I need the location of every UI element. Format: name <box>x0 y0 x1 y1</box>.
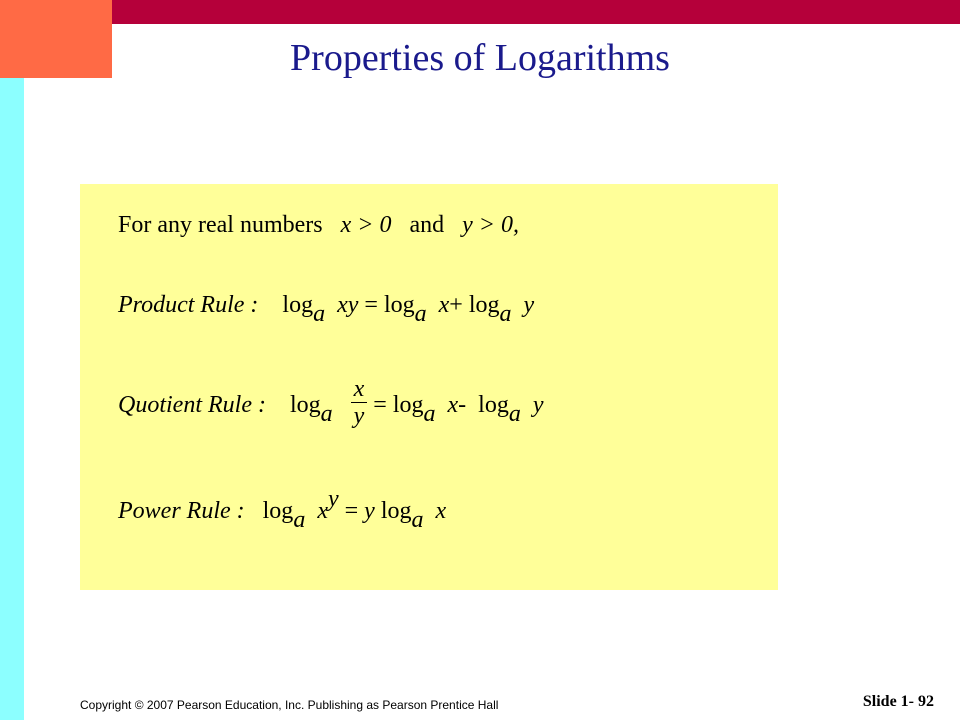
power-exponent: y <box>327 486 339 512</box>
quotient-rule-label: Quotient Rule : <box>118 392 266 419</box>
quotient-numerator: x <box>351 376 368 403</box>
product-plus: + <box>449 292 463 318</box>
intro-condition-y: y > 0, <box>462 212 519 238</box>
slide-number: Slide 1- 92 <box>862 693 934 710</box>
quotient-equals: = <box>373 392 387 419</box>
power-base-2: a <box>411 507 424 533</box>
product-arg-y: y <box>523 292 535 318</box>
quotient-fraction <box>351 376 368 429</box>
product-arg-xy: xy <box>337 292 359 318</box>
intro-condition-x: x > 0 <box>340 212 392 238</box>
power-coefficient: y <box>364 498 375 524</box>
left-accent-strip <box>0 78 24 720</box>
power-rule-line <box>118 486 447 533</box>
product-log-1: log <box>282 292 314 318</box>
power-rule-label: Power Rule : <box>118 498 245 524</box>
power-arg-x: x <box>317 498 328 524</box>
power-log-1: log <box>262 498 294 524</box>
quotient-denominator: y <box>353 403 365 429</box>
product-base-3: a <box>499 301 512 327</box>
quotient-log-3: log <box>478 392 509 419</box>
product-rule-label: Product Rule : <box>118 292 259 318</box>
quotient-log-1: log <box>289 392 321 419</box>
copyright-notice: Copyright © 2007 Pearson Education, Inc. Publishing as Pearson Prentice Hall <box>80 698 499 712</box>
quotient-base-1: a <box>320 401 333 428</box>
power-equals: = <box>344 498 359 524</box>
product-equals: = <box>364 292 378 318</box>
product-base-2: a <box>414 301 427 327</box>
product-base-1: a <box>313 301 326 327</box>
quotient-arg-x: x <box>447 392 459 419</box>
product-log-2: log <box>383 292 415 318</box>
slide-title: Properties of Logarithms <box>290 37 670 79</box>
intro-conjunction: and <box>409 212 445 238</box>
quotient-base-2: a <box>423 401 436 428</box>
intro-lead: For any real numbers <box>118 212 323 238</box>
quotient-minus: - <box>458 392 467 419</box>
quotient-log-2: log <box>392 392 424 419</box>
product-rule-line <box>118 292 535 327</box>
power-base-1: a <box>293 507 306 533</box>
power-log-2: log <box>380 498 412 524</box>
product-log-3: log <box>468 292 500 318</box>
quotient-rule-line <box>118 376 544 433</box>
quotient-base-3: a <box>508 401 521 428</box>
quotient-arg-y: y <box>532 392 544 419</box>
power-arg-x2: x <box>435 498 447 524</box>
intro-line <box>118 212 519 239</box>
product-arg-x: x <box>438 292 450 318</box>
top-accent-bar <box>112 0 960 24</box>
